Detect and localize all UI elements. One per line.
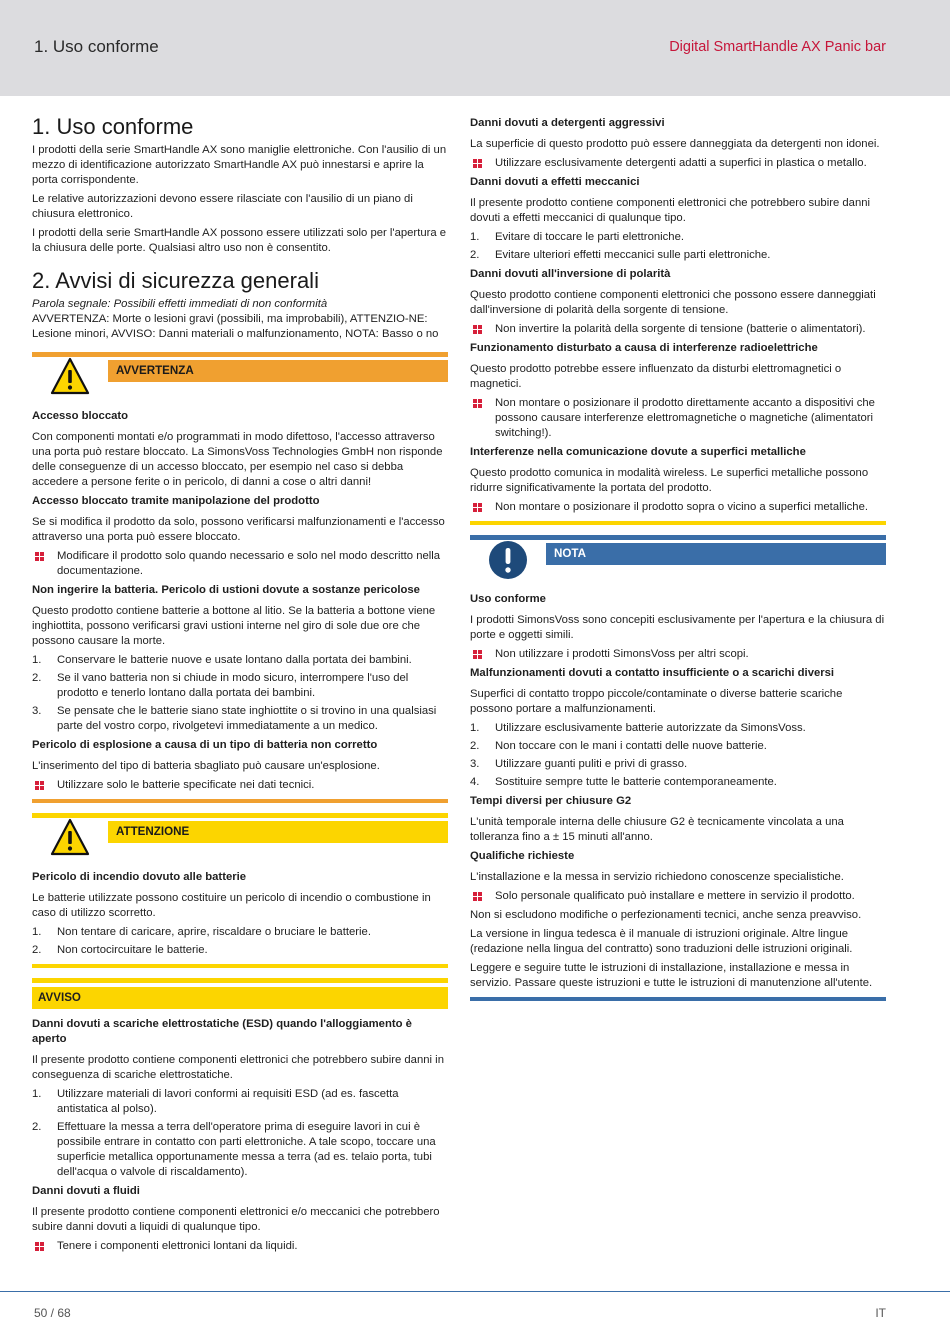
bullet-icon xyxy=(473,399,482,408)
list-item: 2. Se il vano batteria non si chiude in modo sicuro, interrompere l'uso del prodotto e tenerlo lontano dalla portata dei bambini. xyxy=(32,672,409,699)
bullet-icon xyxy=(473,892,482,901)
section-2-title: 2. Avvisi di sicurezza generali xyxy=(32,268,319,293)
header-product-name: Digital SmartHandle AX Panic bar xyxy=(669,39,886,55)
bullet-list xyxy=(32,778,448,793)
list-item-text: Non utilizzare i prodotti SimonsVoss per altri scopi. xyxy=(495,648,749,660)
signal-word-description: AVVERTENZA: Morte o lesioni gravi (possibili, ma improbabili), ATTENZIO-NE: Lesione minori, AVVISO: Danni materiali o malfunzionamento, NOTA: Basso o no xyxy=(32,313,439,340)
numbered-list xyxy=(470,230,886,263)
bullet-list xyxy=(470,647,886,662)
subheading: Interferenze nella comunicazione dovute a superfici metalliche xyxy=(470,446,806,458)
subheading: Malfunzionamenti dovuti a contatto insufficiente o a scarichi diversi xyxy=(470,667,835,679)
list-item: 1. Evitare di toccare le parti elettroniche. xyxy=(470,231,685,243)
list-item-text: Non tentare di caricare, aprire, riscaldare o bruciare le batterie. xyxy=(57,926,371,938)
signal-word-heading: Parola segnale: Possibili effetti immediati di non conformità xyxy=(32,298,328,310)
language-code: IT xyxy=(875,1306,886,1320)
numbered-list xyxy=(32,1087,448,1180)
list-item: 2. Non cortocircuitare le batterie. xyxy=(32,944,208,956)
subheading: Non ingerire la batteria. Pericolo di ustioni dovute a sostanze pericolose xyxy=(32,584,420,596)
right-column xyxy=(470,114,886,1009)
subheading: Tempi diversi per chiusure G2 xyxy=(470,795,632,807)
avviso-label: AVVISO xyxy=(38,991,81,1004)
list-item-text: Utilizzare esclusivamente batterie autorizzate da SimonsVoss. xyxy=(495,722,806,734)
paragraph: Se si modifica il prodotto da solo, possono verificarsi malfunzionamenti e l'accesso attraverso una porta può essere bloccato. xyxy=(32,516,445,543)
list-item-text: Se il vano batteria non si chiude in modo sicuro, interrompere l'uso del prodotto e tenerlo lontano dalla portata dei bambini. xyxy=(57,672,409,699)
list-item-text: Non toccare con le mani i contatti delle nuove batterie. xyxy=(495,740,767,752)
list-item-text: Effettuare la messa a terra dell'operatore prima di eseguire lavori in cui è possibile entrare in contatto con parti elettroniche. A tale scopo, toccare una superficie metallica opportunamente messa a terra (ad es. telaio porta, tubi dell'acqua o valvole di riscaldamento). xyxy=(57,1121,436,1178)
list-item: 1. Non tentare di caricare, aprire, riscaldare o bruciare le batterie. xyxy=(32,926,371,938)
avvertenza-label: AVVERTENZA xyxy=(116,364,194,377)
bullet-list xyxy=(470,322,886,337)
paragraph: Leggere e seguire tutte le istruzioni di installazione, installazione e messa in servizio. Passare queste istruzioni e tutte le istruzioni di manutenzione all'utente. xyxy=(470,962,873,989)
subheading: Uso conforme xyxy=(470,593,546,605)
bullet-list xyxy=(470,396,886,441)
paragraph: I prodotti della serie SmartHandle AX sono maniglie elettroniche. Con l'ausilio di un mezzo di identificazione autorizzato SmartHandle AX può innestarsi e aprire la porta corrispondente. xyxy=(32,144,447,186)
list-item-text: Sostituire sempre tutte le batterie contemporaneamente. xyxy=(495,776,777,788)
footer-divider xyxy=(0,1291,950,1292)
attenzione-label: ATTENZIONE xyxy=(116,825,190,838)
list-item-text: Utilizzare materiali di lavori conformi ai requisiti ESD (ad es. fascetta antistatica al polso). xyxy=(57,1088,399,1115)
list-item xyxy=(32,549,448,579)
list-item-text: Utilizzare guanti puliti e privi di grasso. xyxy=(495,758,688,770)
list-item: 3. Utilizzare guanti puliti e privi di grasso. xyxy=(470,758,688,770)
section-1-title: 1. Uso conforme xyxy=(32,114,194,139)
list-item xyxy=(470,322,886,337)
paragraph: L'inserimento del tipo di batteria sbagliato può causare un'esplosione. xyxy=(32,760,380,772)
nota-header xyxy=(470,540,886,588)
avvertenza-bottom-bar xyxy=(32,799,448,803)
attenzione-bottom-bar xyxy=(32,964,448,968)
paragraph: Il presente prodotto contiene componenti elettronici e/o meccanici che potrebbero subire danni dovuti a liquidi di qualunque tipo. xyxy=(32,1206,440,1233)
list-item-text: Modificare il prodotto solo quando necessario e solo nel modo descritto nella documentazione. xyxy=(57,550,441,577)
subheading: Funzionamento disturbato a causa di interferenze radioelettriche xyxy=(470,342,818,354)
paragraph: Questo prodotto comunica in modalità wireless. Le superfici metalliche possono ridurre significativamente la portata del prodotto. xyxy=(470,467,869,494)
bullet-icon xyxy=(473,503,482,512)
list-item xyxy=(470,396,886,441)
bullet-list xyxy=(470,889,886,904)
paragraph: I prodotti della serie SmartHandle AX possono essere utilizzati solo per l'apertura e la chiusura delle porte. Qualsiasi altro uso non è consentito. xyxy=(32,227,447,254)
list-item-text: Non montare o posizionare il prodotto sopra o vicino a superfici metalliche. xyxy=(495,501,868,513)
paragraph: L'unità temporale interna delle chiusure G2 è tecnicamente vincolata a una tolleranza fino a ± 15 minuti all'anno. xyxy=(470,816,844,843)
subheading: Accesso bloccato xyxy=(32,410,129,422)
subheading: Danni dovuti a fluidi xyxy=(32,1185,140,1197)
page-number: 50 / 68 xyxy=(34,1306,71,1320)
bullet-list xyxy=(470,156,886,171)
list-item xyxy=(470,647,886,662)
list-item-text: Se pensate che le batterie siano state inghiottite o si trovino in una qualsiasi parte del vostro corpo, rivolgetevi immediatamente a un medico. xyxy=(57,705,437,732)
list-item-text: Utilizzare solo le batterie specificate nei dati tecnici. xyxy=(57,779,315,791)
subheading: Pericolo di incendio dovuto alle batterie xyxy=(32,871,247,883)
left-column xyxy=(32,112,448,1258)
nota-label: NOTA xyxy=(554,547,586,560)
list-item-text: Evitare di toccare le parti elettroniche. xyxy=(495,231,685,243)
numbered-list xyxy=(32,925,448,958)
avviso-top-bar xyxy=(32,978,448,983)
warning-triangle-icon xyxy=(50,357,90,397)
bullet-icon xyxy=(473,650,482,659)
bullet-icon xyxy=(473,159,482,168)
list-item-text: Utilizzare esclusivamente detergenti adatti a superfici in plastica o metallo. xyxy=(495,157,867,169)
paragraph: La superficie di questo prodotto può essere danneggiata da detergenti non idonei. xyxy=(470,138,880,150)
paragraph: Non si escludono modifiche o perfezionamenti tecnici, anche senza preavviso. xyxy=(470,909,862,921)
list-item: 3. Se pensate che le batterie siano state inghiottite o si trovino in una qualsiasi parte del vostro corpo, rivolgetevi immediatamente a un medico. xyxy=(32,705,437,732)
paragraph: Questo prodotto contiene componenti elettronici che possono essere danneggiati dall'inversione di polarità della sorgente di tensione. xyxy=(470,289,876,316)
avviso-bottom-bar xyxy=(470,521,886,525)
list-item-text: Non cortocircuitare le batterie. xyxy=(57,944,208,956)
bullet-list xyxy=(32,1239,448,1254)
list-item: 2. Non toccare con le mani i contatti delle nuove batterie. xyxy=(470,740,767,752)
list-item: 1. Conservare le batterie nuove e usate lontano dalla portata dei bambini. xyxy=(32,654,412,666)
bullet-icon xyxy=(35,1242,44,1251)
list-item: 1. Utilizzare materiali di lavori conformi ai requisiti ESD (ad es. fascetta antistatica al polso). xyxy=(32,1088,399,1115)
avvertenza-header xyxy=(32,357,448,405)
list-item-text: Solo personale qualificato può installare e mettere in servizio il prodotto. xyxy=(495,890,855,902)
numbered-list xyxy=(32,653,448,734)
avvertenza-band xyxy=(108,360,448,382)
paragraph: Il presente prodotto contiene componenti elettronici che potrebbero subire danni in conseguenza di scariche elettrostatiche. xyxy=(32,1054,444,1081)
list-item-text: Evitare ulteriori effetti meccanici sulle parti elettroniche. xyxy=(495,249,771,261)
paragraph: La versione in lingua tedesca è il manuale di istruzioni originale. Altre lingue (redazione nella lingua del contratto) sono traduzioni delle istruzioni originali. xyxy=(470,928,853,955)
list-item xyxy=(470,889,886,904)
list-item-text: Non invertire la polarità della sorgente di tensione (batterie o alimentatori). xyxy=(495,323,866,335)
list-item-text: Tenere i componenti elettronici lontani da liquidi. xyxy=(57,1240,298,1252)
list-item-text: Non montare o posizionare il prodotto direttamente accanto a dispositivi che possono causare interferenze elettromagnetiche o magnetiche (alimentatori switching!). xyxy=(495,397,875,439)
list-item-text: Conservare le batterie nuove e usate lontano dalla portata dei bambini. xyxy=(57,654,412,666)
numbered-list xyxy=(470,721,886,790)
paragraph: L'installazione e la messa in servizio richiedono conoscenze specialistiche. xyxy=(470,871,844,883)
paragraph: Superfici di contatto troppo piccole/contaminate o diverse batterie scariche possono portare a malfunzionamenti. xyxy=(470,688,843,715)
paragraph: Questo prodotto contiene batterie a bottone al litio. Se la batteria a bottone viene inghiottita, possono verificarsi gravi ustioni interne nel giro di sole due ore che possono causare la morte. xyxy=(32,605,436,647)
paragraph: Le relative autorizzazioni devono essere rilasciate con l'ausilio di un piano di chiusura elettronico. xyxy=(32,193,413,220)
subheading: Qualifiche richieste xyxy=(470,850,575,862)
list-item xyxy=(32,1239,448,1254)
bullet-icon xyxy=(35,552,44,561)
subheading: Danni dovuti a scariche elettrostatiche (ESD) quando l'alloggiamento è aperto xyxy=(32,1018,412,1045)
paragraph: Il presente prodotto contiene componenti elettronici che potrebbero subire danni dovuti a effetti meccanici di qualunque tipo. xyxy=(470,197,871,224)
warning-triangle-icon xyxy=(50,818,90,858)
nota-band xyxy=(546,543,886,565)
paragraph: Con componenti montati e/o programmati in modo difettoso, l'accesso attraverso una porta può restare bloccato. La SimonsVoss Technologies GmbH non risponde delle conseguenze di un accesso bloccato, per esempio nel caso si debba accedere a persone ferite o in pericolo, di danni a cose o altri danni! xyxy=(32,431,443,488)
bullet-list xyxy=(32,549,448,579)
subheading: Danni dovuti all'inversione di polarità xyxy=(470,268,671,280)
header-section-title: 1. Uso conforme xyxy=(34,37,159,56)
list-item: 2. Evitare ulteriori effetti meccanici sulle parti elettroniche. xyxy=(470,249,771,261)
bullet-icon xyxy=(35,781,44,790)
list-item xyxy=(32,778,448,793)
bullet-icon xyxy=(473,325,482,334)
page-header xyxy=(0,0,950,96)
list-item xyxy=(470,500,886,515)
list-item xyxy=(470,156,886,171)
subheading: Pericolo di esplosione a causa di un tipo di batteria non corretto xyxy=(32,739,378,751)
attenzione-band xyxy=(108,821,448,843)
list-item: 4. Sostituire sempre tutte le batterie contemporaneamente. xyxy=(470,776,777,788)
paragraph: Questo prodotto potrebbe essere influenzato da disturbi elettromagnetici o magnetici. xyxy=(470,363,842,390)
subheading: Accesso bloccato tramite manipolazione del prodotto xyxy=(32,495,320,507)
avviso-band xyxy=(32,987,448,1009)
bullet-list xyxy=(470,500,886,515)
list-item: 2. Effettuare la messa a terra dell'operatore prima di eseguire lavori in cui è possibile entrare in contatto con parti elettroniche. A tale scopo, toccare una superficie metallica opportunamente messa a terra (ad es. telaio porta, tubi dell'acqua o valvole di riscaldamento). xyxy=(32,1121,436,1178)
paragraph: Le batterie utilizzate possono costituire un pericolo di incendio o combustione in caso di utilizzo scorretto. xyxy=(32,892,431,919)
list-item: 1. Utilizzare esclusivamente batterie autorizzate da SimonsVoss. xyxy=(470,722,806,734)
nota-bottom-bar xyxy=(470,997,886,1001)
subheading: Danni dovuti a effetti meccanici xyxy=(470,176,640,188)
exclamation-circle-icon xyxy=(488,540,528,580)
paragraph: I prodotti SimonsVoss sono concepiti esclusivamente per l'apertura e la chiusura di porte e oggetti simili. xyxy=(470,614,885,641)
attenzione-header xyxy=(32,818,448,866)
subheading: Danni dovuti a detergenti aggressivi xyxy=(470,117,665,129)
